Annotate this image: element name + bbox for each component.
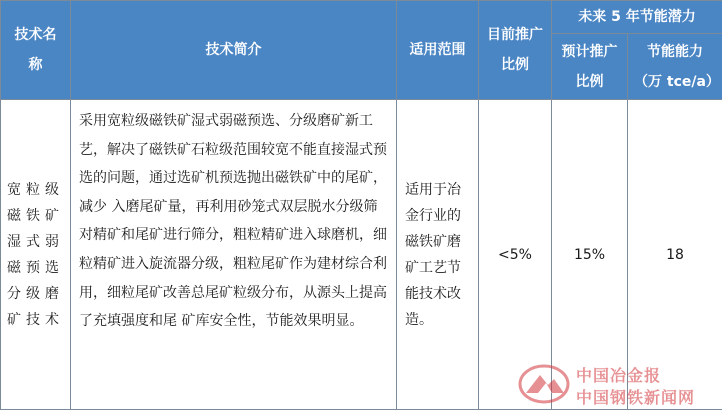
header-row-1 bbox=[1, 1, 722, 34]
header-current-ratio: 目前推广比例 bbox=[479, 1, 552, 100]
header-scope: 适用范围 bbox=[397, 1, 479, 100]
header-energy-saving: 节能能力（万 tce/a） bbox=[628, 34, 722, 100]
mountain-logo-icon bbox=[518, 363, 570, 405]
cell-energy-saving: 18 bbox=[628, 100, 722, 410]
watermark bbox=[518, 359, 708, 409]
cell-tech-name: 宽粒级磁铁矿湿式弱磁预选分级磨矿技术 bbox=[1, 100, 71, 410]
header-future-ratio: 预计推广比例 bbox=[552, 34, 628, 100]
header-future-group: 未来 5 年节能潜力 bbox=[552, 1, 722, 34]
cell-future-ratio: 15% bbox=[552, 100, 628, 410]
cell-intro: 采用宽粒级磁铁矿湿式弱磁预选、分级磨矿新工艺，解决了磁铁矿石粒级范围较宽不能直接湿式预选的问题，通过选矿机预选抛出磁铁矿中的尾矿，减少 入磨尾矿量，再利用砂笼式双层脱水分级筛对精矿和尾矿进行筛分，粗粒精矿进入球磨机，细粒精矿进入旋流器分级，粗粒尾矿作为建材综合利用，细粒尾矿改善总尾矿粒级分布，从源头上提高了充填强度和尾 矿库安全性，节能效果明显。 bbox=[71, 100, 397, 410]
header-tech-name: 技术名称 bbox=[1, 1, 71, 100]
cell-current-ratio: <5% bbox=[479, 100, 552, 410]
cell-scope: 适用于冶金行业的磁铁矿磨矿工艺节能技术改造。 bbox=[397, 100, 479, 410]
header-intro: 技术简介 bbox=[71, 1, 397, 100]
watermark-line2: 中国钢铁新闻网 bbox=[576, 388, 696, 407]
watermark-line1: 中国冶金报 bbox=[576, 366, 662, 385]
